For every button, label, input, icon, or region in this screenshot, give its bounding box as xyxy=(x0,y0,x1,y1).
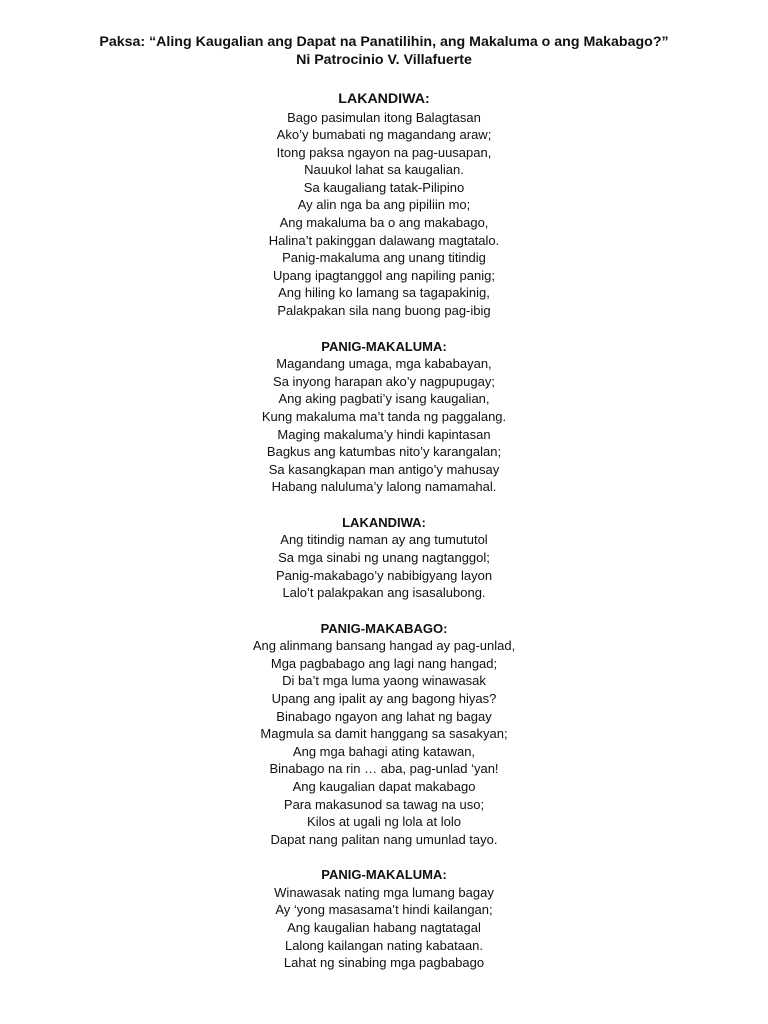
poem-line: Upang ang ipalit ay ang bagong hiyas? xyxy=(271,691,497,707)
poem-line: Ay alin nga ba ang pipiliin mo; xyxy=(297,197,471,213)
poem-line: Winawasak nating mga lumang bagay xyxy=(274,884,494,900)
poem-line: Ang mga bahagi ating katawan, xyxy=(292,743,476,759)
poem-line: Ay ‘yong masasama’t hindi kailangan; xyxy=(275,902,493,918)
poem-line: Nauukol lahat sa kaugalian. xyxy=(304,162,464,178)
poem-line: Mga pagbabago ang lagi nang hangad; xyxy=(270,655,498,671)
poem-line: Ang makaluma ba o ang makabago, xyxy=(279,215,489,231)
stanza xyxy=(0,620,768,849)
poem-line: Palakpakan sila nang buong pag-ibig xyxy=(277,303,491,319)
document-title: Paksa: “Aling Kaugalian ang Dapat na Panatilihin, ang Makaluma o ang Makabago?” xyxy=(99,34,669,50)
poem-line: Magmula sa damit hanggang sa sasakyan; xyxy=(260,726,508,742)
poem-line: Binabago na rin … aba, pag-unlad ‘yan! xyxy=(269,761,499,777)
poem-line: Dapat nang palitan nang umunlad tayo. xyxy=(270,831,498,847)
stanza xyxy=(0,866,768,971)
poem-line: Ang hiling ko lamang sa tagapakinig, xyxy=(278,285,490,301)
poem-line: Maging makaluma’y hindi kapintasan xyxy=(277,426,491,442)
stanza xyxy=(0,338,768,496)
poem-line: Panig-makaluma ang unang titindig xyxy=(282,250,486,266)
poem-line: Sa mga sinabi ng unang nagtanggol; xyxy=(278,549,490,565)
poem-line: Sa kasangkapan man antigo’y mahusay xyxy=(268,461,500,477)
poem-line: Magandang umaga, mga kababayan, xyxy=(276,356,492,372)
poem-line: Ang titindig naman ay ang tumututol xyxy=(280,532,488,548)
poem-line: Lalo’t palakpakan ang isasalubong. xyxy=(282,585,486,601)
stanza-speaker: PANIG-MAKALUMA: xyxy=(321,867,447,883)
stanza-speaker: PANIG-MAKABAGO: xyxy=(320,620,448,636)
poem-line: Itong paksa ngayon na pag-uusapan, xyxy=(276,144,492,160)
poem-line: Ang kaugalian habang nagtatagal xyxy=(287,920,481,936)
poem-body xyxy=(0,91,768,972)
stanza-speaker: PANIG-MAKALUMA: xyxy=(321,338,447,354)
poem-line: Sa kaugaliang tatak-Pilipino xyxy=(303,179,465,195)
poem-line: Di ba’t mga luma yaong winawasak xyxy=(282,673,486,689)
poem-line: Upang ipagtanggol ang napiling panig; xyxy=(273,267,495,283)
poem-line: Ang alinmang bansang hangad ay pag-unlad, xyxy=(252,638,516,654)
stanza-speaker: LAKANDIWA: xyxy=(338,91,430,107)
poem-line: Bagkus ang katumbas nito’y karangalan; xyxy=(266,444,502,460)
poem-line: Halina’t pakinggan dalawang magtatalo. xyxy=(268,232,500,248)
poem-line: Kung makaluma ma’t tanda ng paggalang. xyxy=(261,408,507,424)
poem-line: Habang naluluma’y lalong namamahal. xyxy=(271,479,497,495)
poem-line: Para makasunod sa tawag na uso; xyxy=(283,796,485,812)
stanza xyxy=(0,514,768,602)
poem-line: Lalong kailangan nating kabataan. xyxy=(284,937,484,953)
poem-line: Kilos at ugali ng lola at lolo xyxy=(307,814,461,830)
poem-line: Lahat ng sinabing mga pagbabago xyxy=(283,955,485,971)
poem-line: Ako’y bumabati ng magandang araw; xyxy=(276,127,492,143)
poem-line: Bago pasimulan itong Balagtasan xyxy=(287,109,481,125)
poem-line: Binabago ngayon ang lahat ng bagay xyxy=(276,708,492,724)
poem-line: Ang aking pagbati’y isang kaugalian, xyxy=(278,391,490,407)
document-author: Ni Patrocinio V. Villafuerte xyxy=(296,52,472,68)
stanza xyxy=(0,91,768,320)
stanza-speaker: LAKANDIWA: xyxy=(342,514,426,530)
poem-line: Ang kaugalian dapat makabago xyxy=(292,779,476,794)
poem-line: Sa inyong harapan ako’y nagpupugay; xyxy=(273,373,495,389)
poem-line: Panig-makabago’y nabibigyang layon xyxy=(275,567,493,583)
